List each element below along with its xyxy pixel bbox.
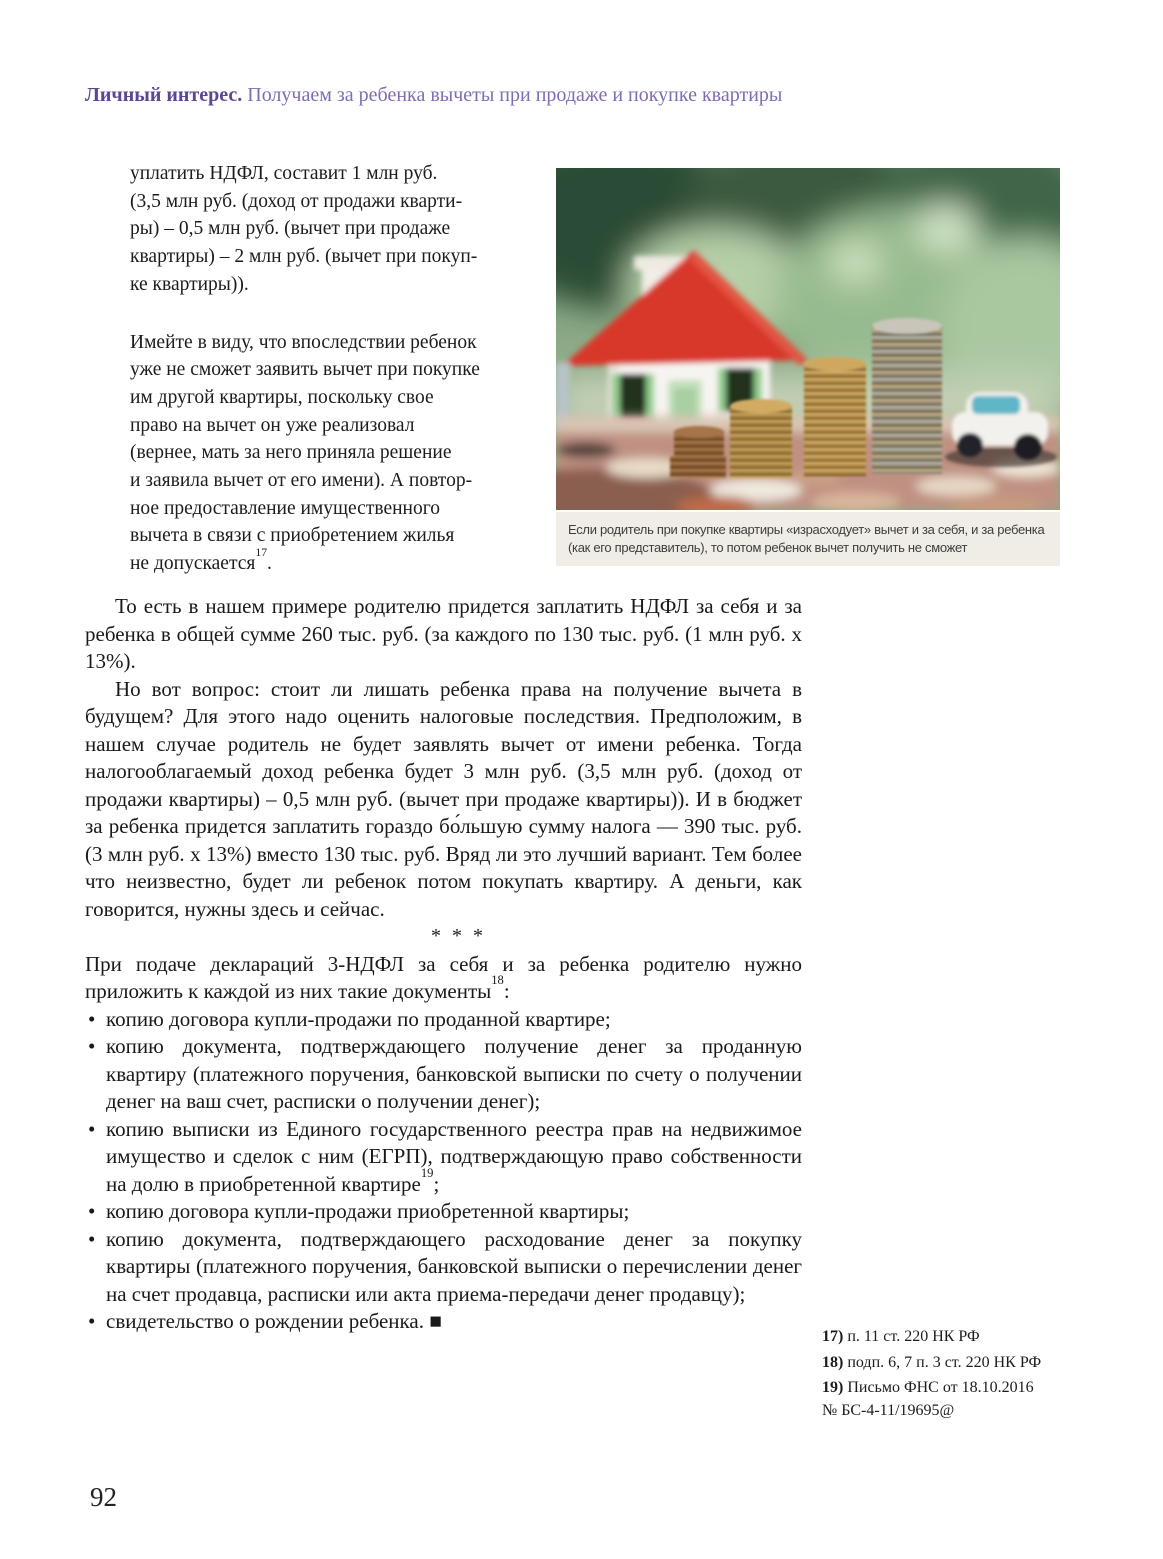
left-column (130, 160, 570, 578)
text-line: вычета в связи с приобретением жилья (130, 525, 455, 547)
text-line: ры) – 0,5 млн руб. (вычет при продаже (130, 218, 451, 240)
page-header (85, 84, 782, 107)
paragraph (130, 160, 570, 299)
footnote (822, 1352, 1122, 1375)
photo-caption: Если родитель при покупке квартиры «израсходует» вычет и за себя, и за ребенка (как его представитель), то потом ребенок вычет получить не сможет (556, 512, 1060, 566)
text-line: им другой квартиры, поскольку свое (130, 386, 434, 408)
text-line: не допускается$^{17}$. (130, 546, 272, 575)
footnote-number: 17) (822, 1328, 844, 1345)
section-separator: * * * (431, 925, 486, 947)
text-line: уже не сможет заявить вычет при покупке (130, 359, 480, 381)
paragraph: То есть в нашем примере родителю придется заплатить НДФЛ за себя и за ребенка в общей сумме 260 тыс. руб. (за каждого по 130 тыс. руб. (1 млн руб. х 13%). (85, 594, 802, 673)
footnote-ref: 18 (491, 973, 504, 988)
text-line: ке квартиры)). (130, 273, 249, 295)
text-line: право на вычет он уже реализовал (130, 414, 415, 436)
footnote-text-line2: № БС-4-11/19695@ (822, 1401, 955, 1419)
house-coins-photo (556, 168, 1060, 510)
list-item: • копию выписки из Единого государственного реестра прав на недвижимое имущество и сделок с ним (ЕГРП), подтверждающую право собственности на долю в приобретенной квартире$^{19}$; (85, 1116, 802, 1199)
list-item: • копию договора купли-продажи приобретенной квартиры; (85, 1198, 802, 1226)
paragraph: При подаче деклараций 3-НДФЛ за себя и за ребенка родителю нужно приложить к каждой из них такие документы$^{18}$: (85, 951, 802, 1003)
list-item: • копию договора купли-продажи по проданной квартире; (85, 1006, 802, 1034)
text-line: квартиры) – 2 млн руб. (вычет при покуп- (130, 246, 478, 268)
footnote-ref: 19 (420, 1165, 434, 1180)
text-line: уплатить НДФЛ, составит 1 млн руб. (130, 163, 438, 184)
footnote-text: Письмо ФНС от 18.10.2016 (847, 1379, 1034, 1396)
footnote-number: 19) (822, 1379, 844, 1396)
photo-block (556, 168, 1060, 566)
list-item: • копию документа, подтверждающего получение денег за проданную квартиру (платежного поручения, банковской выписки по счету о получении денег на ваш счет, расписки о получении денег); (85, 1033, 802, 1116)
text-line: и заявила вычет от его имени). А повтор- (130, 470, 473, 492)
paragraph (130, 329, 570, 551)
article-body (85, 593, 802, 1336)
text-line: ное предоставление имущественного (130, 497, 440, 519)
rubric-label: Личный интерес. (85, 84, 243, 106)
text-line: (3,5 млн руб. (доход от продажи кварти- (130, 190, 463, 212)
page-number: 92 (90, 1482, 117, 1512)
footnote (822, 1326, 1122, 1349)
paragraph: Но вот вопрос: стоит ли лишать ребенка права на получение вычета в будущем? Для этого надо оценить налоговые последствия. Предположим, в нашем случае родитель не будет заявлять вычет от имени ребенка. Тогда налогооблагаемый доход ребенка будет 3 млн руб. (3,5 млн руб. (доход от продажи квартиры) – 0,5 млн руб. (вычет при продаже квартиры)). И в бюджет за ребенка придется заплатить гораздо бо́льшую сумму налога — 390 тыс. руб. (3 млн руб. х 13%) вместо 130 тыс. руб. Вряд ли это лучший вариант. Тем более что неизвестно, будет ли ребенок потом покупать квартиру. А деньги, как говорится, нужны здесь и сейчас. (85, 676, 802, 921)
footnote-text: подп. 6, 7 п. 3 ст. 220 НК РФ (847, 1353, 1042, 1371)
footnote-ref: 17 (255, 546, 268, 560)
footnotes (822, 1326, 1122, 1425)
footnote-number: 18) (822, 1353, 844, 1371)
list-item: • свидетельство о рождении ребенка. ■ (85, 1308, 802, 1336)
text-line: (вернее, мать за него приняла решение (130, 442, 452, 464)
documents-list (85, 1006, 802, 1336)
article-title: Получаем за ребенка вычеты при продаже и покупке квартиры (247, 84, 783, 106)
footnote-text: п. 11 ст. 220 НК РФ (847, 1328, 980, 1345)
footnote (822, 1377, 1122, 1422)
list-item: • копию документа, подтверждающего расходование денег за покупку квартиры (платежного поручения, банковской выписки о перечислении денег на счет продавца, расписки или акта приема-передачи денег продавцу); (85, 1226, 802, 1309)
text-line: Имейте в виду, что впоследствии ребенок (130, 331, 477, 353)
